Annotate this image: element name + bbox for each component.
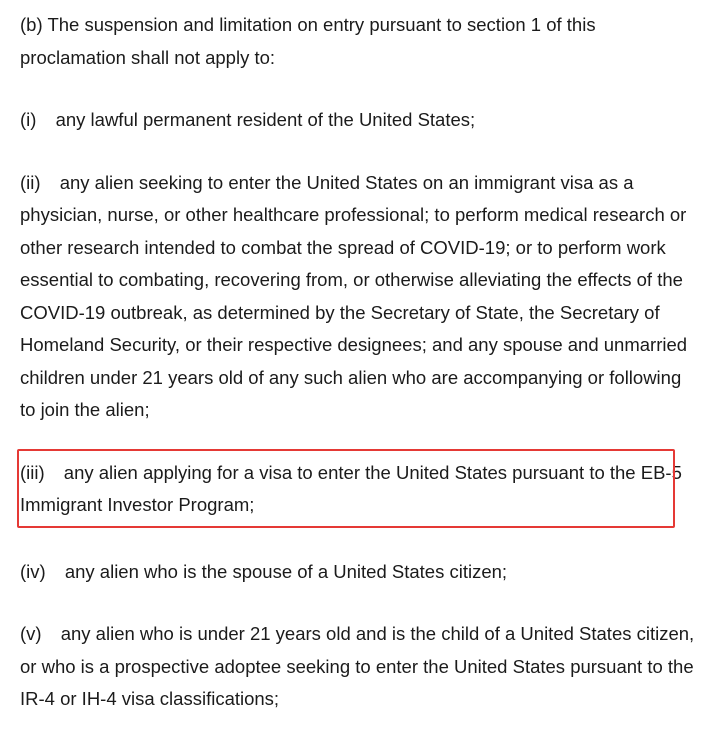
paragraph-iv [20,556,696,589]
paragraph-text: any alien who is the spouse of a United States citizen; [64,560,508,582]
document-body [20,9,696,746]
paragraph-text: any lawful permanent resident of the United States; [55,109,476,130]
paragraph-text: any alien applying for a visa to enter the United States pursuant to the EB-5 Immigrant Investor Program; [20,461,682,515]
paragraph-label: (b) [20,14,43,35]
paragraph-label: (i) [20,109,37,130]
paragraph-text: The suspension and limitation on entry pursuant to section 1 of this proclamation shall not apply to: [20,14,596,68]
paragraph-label: (ii) [20,171,41,193]
paragraph-label: (iv) [20,560,46,582]
paragraph-text: any alien seeking to enter the United States on an immigrant visa as a physician, nurse, or other healthcare professional; to perform medical research or other research intended to combat the spread of COVID-19; or to perform work essential to combating, recovering from, or otherwise alleviating the effects of the COVID-19 outbreak, as determined by the Secretary of State, the Secretary of Homeland Security, or their respective designees; and any spouse and unmarried children under 21 years old of any such alien who are accompanying or following to join the alien; [20,171,688,420]
paragraph-text: any alien who is under 21 years old and is the child of a United States citizen, or who is a prospective adoptee seeking to enter the United States pursuant to the IR-4 or IH-4 visa classifications; [20,623,695,709]
paragraph-i [20,104,696,137]
paragraph-label: (v) [20,623,42,644]
paragraph-v [20,618,696,716]
paragraph-b [20,9,696,74]
highlight-box [17,449,675,528]
paragraph-label: (iii) [20,461,45,483]
paragraph-ii [20,167,696,427]
